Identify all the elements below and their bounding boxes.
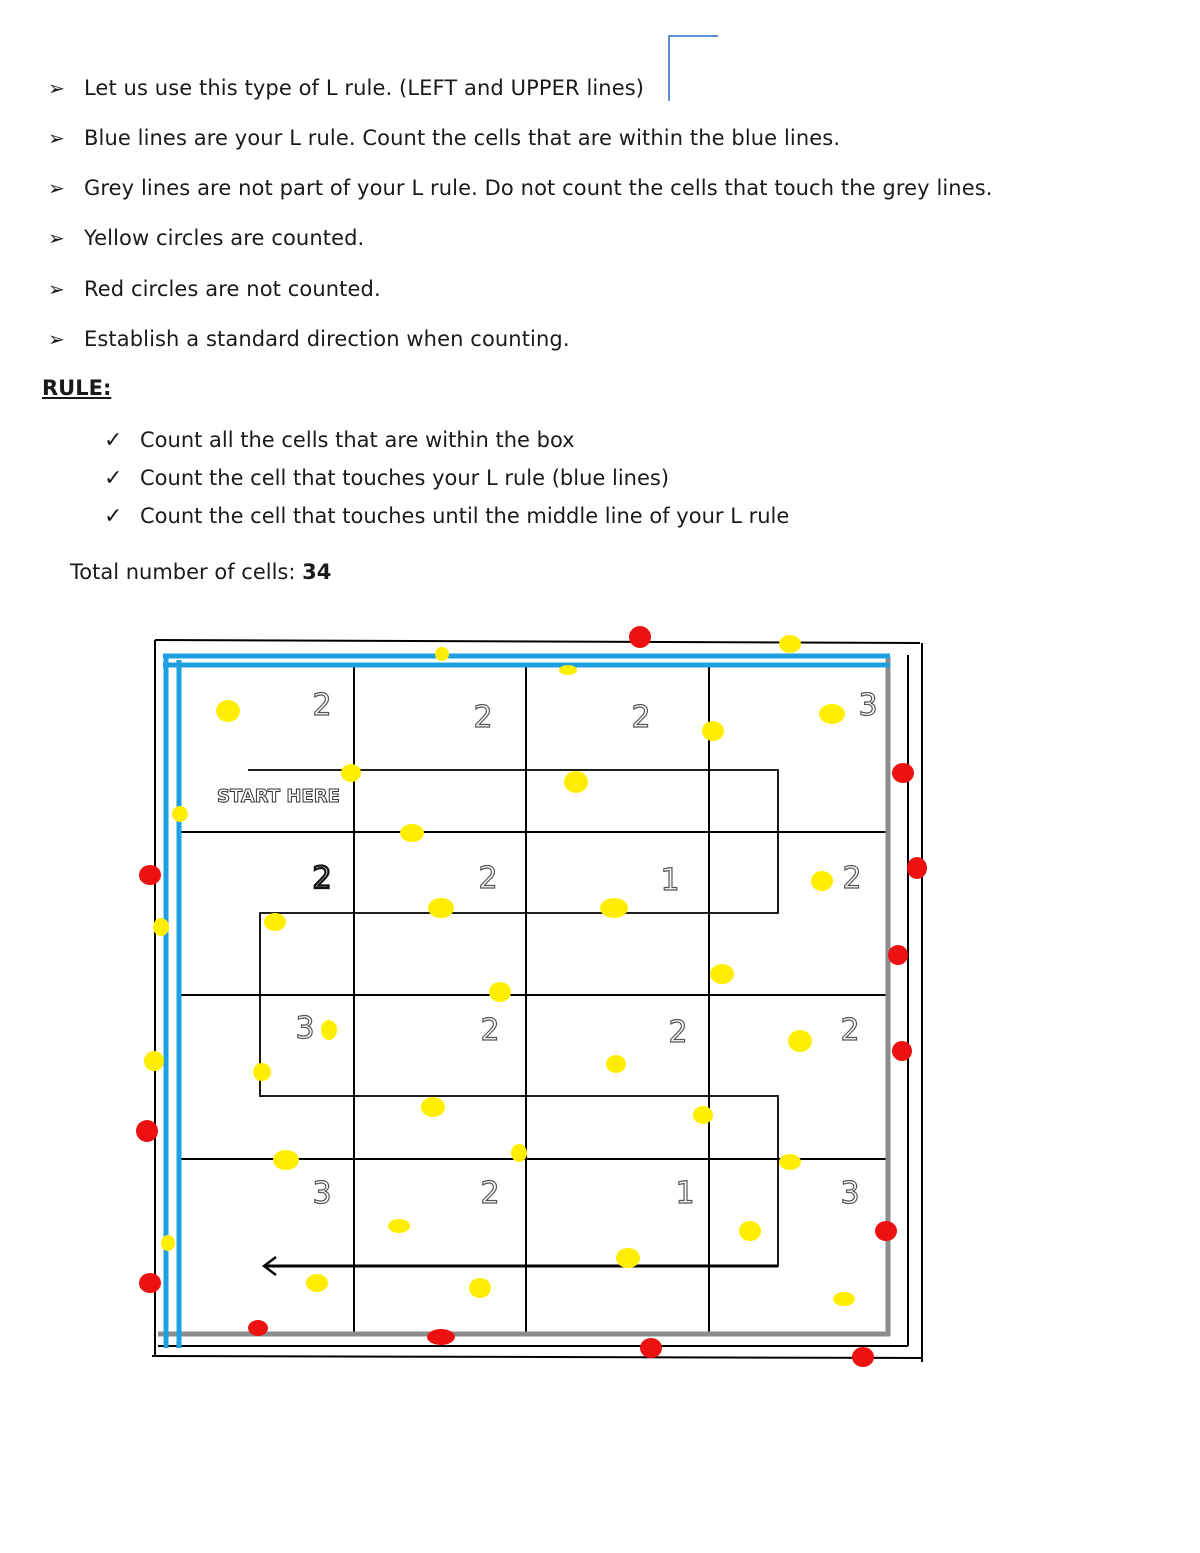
yellow-cell — [469, 1278, 491, 1298]
yellow-cell — [779, 1154, 801, 1170]
yellow-cell — [273, 1150, 299, 1170]
yellow-cell — [400, 824, 424, 842]
yellow-cell — [489, 982, 511, 1002]
yellow-cell — [144, 1051, 164, 1071]
red-cell — [139, 1273, 161, 1293]
red-cell — [875, 1221, 897, 1241]
cell-count-r4c4: 3 — [840, 1176, 860, 1211]
red-cell — [640, 1338, 662, 1358]
cell-count-r1c3: 2 — [631, 700, 651, 735]
yellow-cell — [739, 1221, 761, 1241]
total-value: 34 — [302, 560, 332, 584]
rule-item-text: Count all the cells that are within the box — [140, 428, 575, 452]
red-cell — [139, 865, 161, 885]
cell-count-r3c2: 2 — [480, 1013, 500, 1048]
rule-heading: RULE: — [42, 376, 112, 400]
cell-count-r1c2: 2 — [473, 700, 493, 735]
red-cell — [427, 1329, 455, 1345]
red-cell — [629, 626, 651, 648]
start-here-label: START HERE — [217, 786, 340, 807]
red-cell — [907, 857, 927, 879]
counting-grid — [180, 665, 888, 1335]
checkmark-icon: ✓ — [104, 465, 123, 491]
yellow-cell — [511, 1144, 527, 1162]
red-cell — [136, 1120, 158, 1142]
total-label: Total number of cells: — [70, 560, 303, 584]
yellow-cell — [428, 898, 454, 918]
yellow-cell — [559, 665, 577, 675]
yellow-cell — [788, 1030, 812, 1052]
yellow-cell — [811, 871, 833, 891]
cell-count-numbers — [295, 688, 877, 1211]
cell-count-r3c1: 3 — [295, 1011, 315, 1046]
yellow-cell — [435, 647, 449, 661]
cell-count-r3c4: 2 — [840, 1013, 860, 1048]
yellow-cell — [216, 700, 240, 722]
yellow-cell — [321, 1020, 337, 1040]
yellow-cell — [779, 635, 801, 653]
arrow-bullet-icon: ➢ — [48, 277, 65, 301]
arrow-bullet-icon: ➢ — [48, 327, 65, 351]
yellow-cell — [710, 964, 734, 984]
yellow-cell — [264, 913, 286, 931]
red-cell — [888, 945, 908, 965]
yellow-cell — [161, 1235, 175, 1251]
grey-lines — [158, 657, 890, 1336]
cell-count-r2c1: 2 — [312, 861, 332, 896]
red-cell — [892, 1041, 912, 1061]
yellow-cell — [306, 1274, 328, 1292]
yellow-cell — [616, 1248, 640, 1268]
red-cells — [136, 626, 927, 1367]
yellow-cell — [564, 771, 588, 793]
cell-count-r1c1: 2 — [312, 688, 332, 723]
arrow-bullet-icon: ➢ — [48, 126, 65, 150]
yellow-cell — [172, 806, 188, 822]
checkmark-icon: ✓ — [104, 503, 123, 529]
rule-item-text: Count the cell that touches your L rule (blue lines) — [140, 466, 670, 490]
yellow-cell — [388, 1219, 410, 1233]
yellow-cell — [606, 1055, 626, 1073]
cell-count-r1c4: 3 — [858, 688, 878, 723]
yellow-cell — [693, 1106, 713, 1124]
bullet-text: Yellow circles are counted. — [84, 226, 365, 250]
red-cell — [892, 763, 914, 783]
outer-frame — [152, 640, 922, 1362]
arrow-bullet-icon: ➢ — [48, 176, 65, 200]
bullet-text: Grey lines are not part of your L rule. Do not count the cells that touch the grey lines. — [84, 176, 993, 200]
cell-count-r3c3: 2 — [668, 1015, 688, 1050]
cell-count-r4c1: 3 — [312, 1176, 332, 1211]
yellow-cell — [833, 1292, 855, 1306]
cell-count-r2c4: 2 — [842, 861, 862, 896]
cell-count-r4c3: 1 — [675, 1176, 695, 1211]
checkmark-icon: ✓ — [104, 427, 123, 453]
bullet-text: Let us use this type of L rule. (LEFT and UPPER lines) — [84, 76, 645, 100]
yellow-cell — [421, 1097, 445, 1117]
yellow-cell — [253, 1063, 271, 1081]
cell-count-r4c2: 2 — [480, 1176, 500, 1211]
arrow-bullet-icon: ➢ — [48, 226, 65, 250]
bullet-text: Blue lines are your L rule. Count the cells that are within the blue lines. — [84, 126, 841, 150]
yellow-cell — [600, 898, 628, 918]
arrow-bullet-icon: ➢ — [48, 76, 65, 100]
bullet-text: Establish a standard direction when counting. — [84, 327, 570, 351]
cell-count-r2c2: 2 — [478, 861, 498, 896]
yellow-cell — [341, 764, 361, 782]
red-cell — [852, 1347, 874, 1367]
yellow-cell — [153, 918, 169, 936]
cell-count-r2c3: 1 — [660, 863, 680, 898]
bullet-text: Red circles are not counted. — [84, 277, 381, 301]
yellow-cell — [702, 721, 724, 741]
rule-item-text: Count the cell that touches until the middle line of your L rule — [140, 504, 790, 528]
yellow-cell — [819, 704, 845, 724]
red-cell — [248, 1320, 268, 1336]
